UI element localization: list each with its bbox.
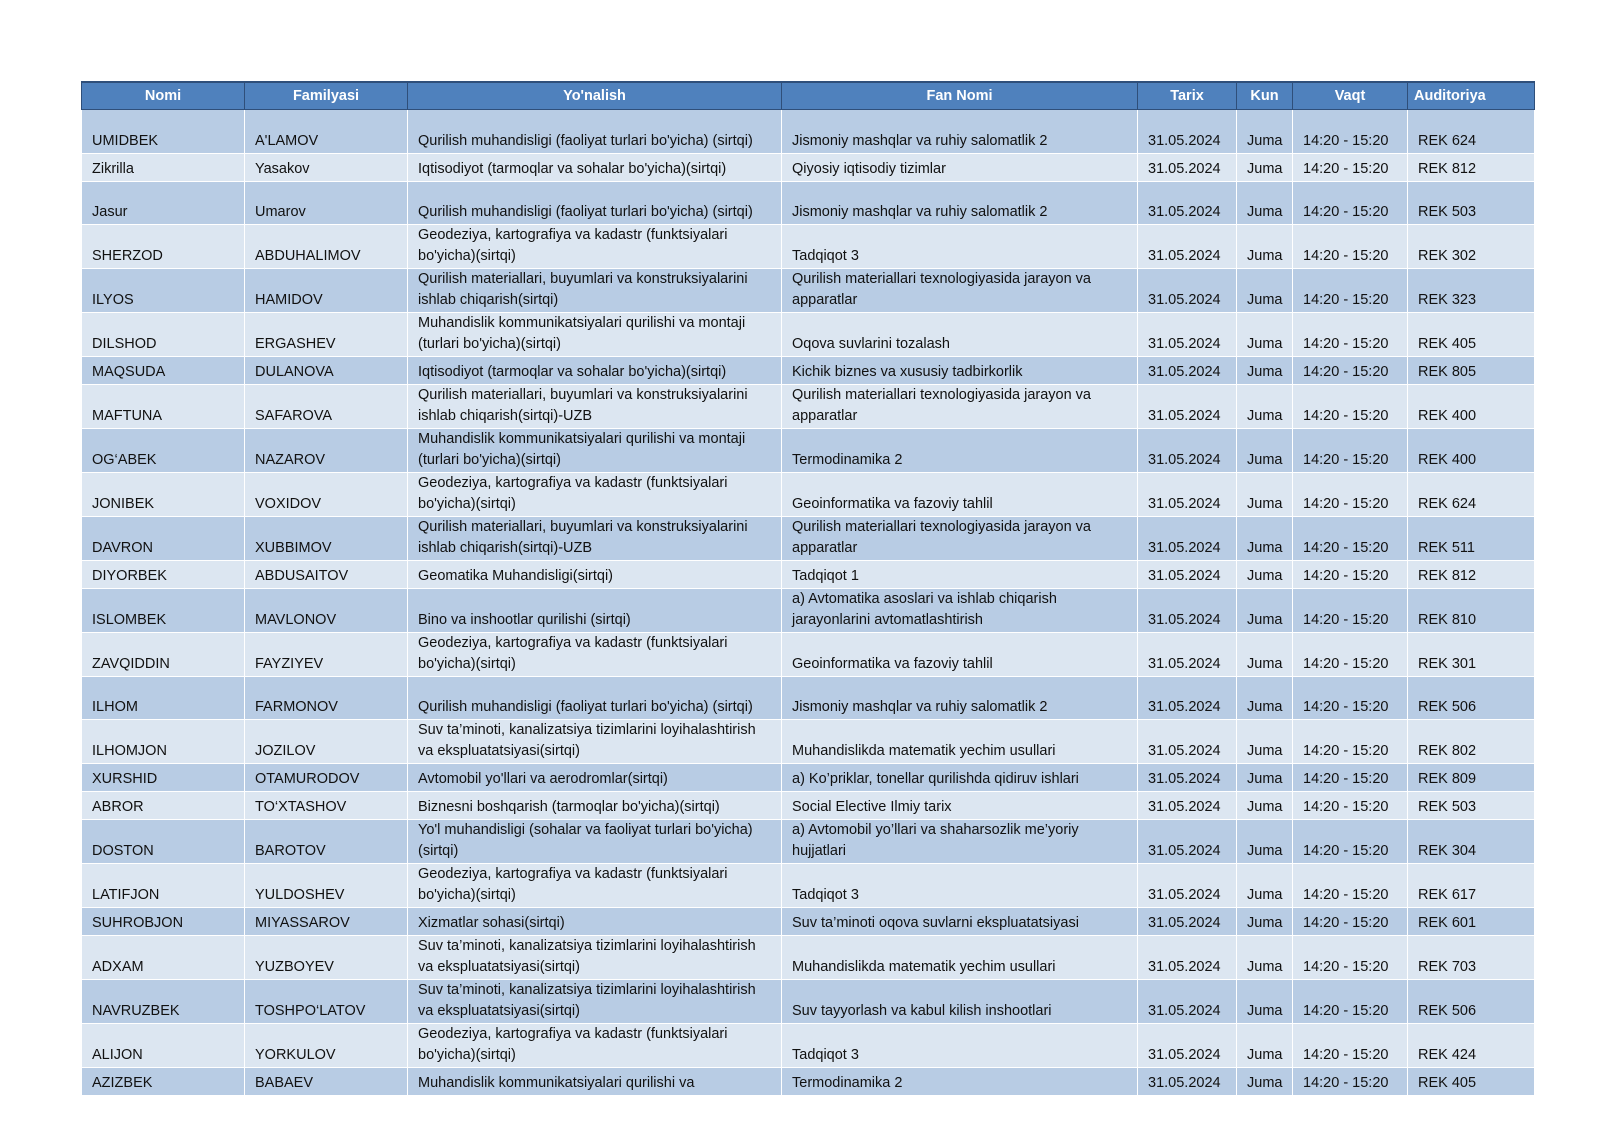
- cell-kun[interactable]: Juma: [1237, 473, 1293, 517]
- cell-vaqt[interactable]: 14:20 - 15:20: [1293, 110, 1408, 154]
- cell-familyasi[interactable]: ABDUHALIMOV: [245, 225, 408, 269]
- cell-vaqt[interactable]: 14:20 - 15:20: [1293, 1024, 1408, 1068]
- cell-fan-nomi[interactable]: Jismoniy mashqlar va ruhiy salomatlik 2: [782, 182, 1138, 225]
- cell-fan-nomi[interactable]: Jismoniy mashqlar va ruhiy salomatlik 2: [782, 677, 1138, 720]
- cell-nomi[interactable]: ILHOMJON: [82, 720, 245, 764]
- cell-nomi[interactable]: OG‘ABEK: [82, 429, 245, 473]
- cell-tarix[interactable]: 31.05.2024: [1138, 908, 1237, 936]
- cell-kun[interactable]: Juma: [1237, 980, 1293, 1024]
- table-row[interactable]: [82, 864, 1535, 908]
- cell-nomi[interactable]: ILHOM: [82, 677, 245, 720]
- cell-tarix[interactable]: 31.05.2024: [1138, 110, 1237, 154]
- cell-yonalish[interactable]: Qurilish materiallari, buyumlari va konstruksiyalarini ishlab chiqarish(sirtqi)-UZB: [408, 517, 782, 561]
- cell-auditoriya[interactable]: REK 624: [1408, 473, 1535, 517]
- cell-familyasi[interactable]: MAVLONOV: [245, 589, 408, 633]
- cell-auditoriya[interactable]: REK 503: [1408, 792, 1535, 820]
- cell-kun[interactable]: Juma: [1237, 429, 1293, 473]
- cell-vaqt[interactable]: 14:20 - 15:20: [1293, 936, 1408, 980]
- table-row[interactable]: [82, 908, 1535, 936]
- cell-vaqt[interactable]: 14:20 - 15:20: [1293, 357, 1408, 385]
- cell-fan-nomi[interactable]: Termodinamika 2: [782, 429, 1138, 473]
- cell-vaqt[interactable]: 14:20 - 15:20: [1293, 561, 1408, 589]
- cell-yonalish[interactable]: Yo'l muhandisligi (sohalar va faoliyat turlari bo'yicha)(sirtqi): [408, 820, 782, 864]
- cell-vaqt[interactable]: 14:20 - 15:20: [1293, 182, 1408, 225]
- cell-yonalish[interactable]: Suv ta’minoti, kanalizatsiya tizimlarini loyihalashtirish va ekspluatatsiyasi(sirtqi): [408, 720, 782, 764]
- cell-nomi[interactable]: MAFTUNA: [82, 385, 245, 429]
- cell-tarix[interactable]: 31.05.2024: [1138, 633, 1237, 677]
- cell-kun[interactable]: Juma: [1237, 820, 1293, 864]
- cell-nomi[interactable]: DAVRON: [82, 517, 245, 561]
- cell-fan-nomi[interactable]: Suv ta’minoti oqova suvlarni ekspluatatsiyasi: [782, 908, 1138, 936]
- cell-auditoriya[interactable]: REK 810: [1408, 589, 1535, 633]
- cell-nomi[interactable]: AZIZBEK: [82, 1068, 245, 1096]
- cell-kun[interactable]: Juma: [1237, 385, 1293, 429]
- column-header-yonalish[interactable]: Yo'nalish: [408, 82, 782, 110]
- cell-vaqt[interactable]: 14:20 - 15:20: [1293, 1068, 1408, 1096]
- cell-vaqt[interactable]: 14:20 - 15:20: [1293, 908, 1408, 936]
- cell-fan-nomi[interactable]: Geoinformatika va fazoviy tahlil: [782, 633, 1138, 677]
- cell-tarix[interactable]: 31.05.2024: [1138, 936, 1237, 980]
- table-row[interactable]: [82, 764, 1535, 792]
- cell-familyasi[interactable]: YULDOSHEV: [245, 864, 408, 908]
- cell-fan-nomi[interactable]: Tadqiqot 1: [782, 561, 1138, 589]
- cell-auditoriya[interactable]: REK 424: [1408, 1024, 1535, 1068]
- table-row[interactable]: [82, 1024, 1535, 1068]
- cell-fan-nomi[interactable]: Qurilish materiallari texnologiyasida jarayon va apparatlar: [782, 517, 1138, 561]
- cell-tarix[interactable]: 31.05.2024: [1138, 313, 1237, 357]
- table-row[interactable]: [82, 154, 1535, 182]
- cell-kun[interactable]: Juma: [1237, 110, 1293, 154]
- cell-yonalish[interactable]: Geodeziya, kartografiya va kadastr (funktsiyalari bo'yicha)(sirtqi): [408, 473, 782, 517]
- cell-auditoriya[interactable]: REK 503: [1408, 182, 1535, 225]
- cell-yonalish[interactable]: Biznesni boshqarish (tarmoqlar bo'yicha)(sirtqi): [408, 792, 782, 820]
- table-row[interactable]: [82, 313, 1535, 357]
- column-header-familyasi[interactable]: Familyasi: [245, 82, 408, 110]
- cell-vaqt[interactable]: 14:20 - 15:20: [1293, 517, 1408, 561]
- cell-kun[interactable]: Juma: [1237, 1024, 1293, 1068]
- cell-nomi[interactable]: SHERZOD: [82, 225, 245, 269]
- cell-vaqt[interactable]: 14:20 - 15:20: [1293, 313, 1408, 357]
- cell-familyasi[interactable]: OTAMURODOV: [245, 764, 408, 792]
- cell-auditoriya[interactable]: REK 302: [1408, 225, 1535, 269]
- cell-yonalish[interactable]: Geodeziya, kartografiya va kadastr (funktsiyalari bo'yicha)(sirtqi): [408, 633, 782, 677]
- cell-yonalish[interactable]: Suv ta’minoti, kanalizatsiya tizimlarini loyihalashtirish va ekspluatatsiyasi(sirtqi): [408, 980, 782, 1024]
- cell-fan-nomi[interactable]: Tadqiqot 3: [782, 1024, 1138, 1068]
- cell-fan-nomi[interactable]: Qiyosiy iqtisodiy tizimlar: [782, 154, 1138, 182]
- column-header-vaqt[interactable]: Vaqt: [1293, 82, 1408, 110]
- cell-familyasi[interactable]: VOXIDOV: [245, 473, 408, 517]
- cell-yonalish[interactable]: Geodeziya, kartografiya va kadastr (funktsiyalari bo'yicha)(sirtqi): [408, 225, 782, 269]
- cell-kun[interactable]: Juma: [1237, 589, 1293, 633]
- cell-yonalish[interactable]: Bino va inshootlar qurilishi (sirtqi): [408, 589, 782, 633]
- cell-vaqt[interactable]: 14:20 - 15:20: [1293, 269, 1408, 313]
- cell-yonalish[interactable]: Qurilish muhandisligi (faoliyat turlari bo'yicha) (sirtqi): [408, 110, 782, 154]
- cell-fan-nomi[interactable]: Suv tayyorlash va kabul kilish inshootlari: [782, 980, 1138, 1024]
- table-row[interactable]: [82, 182, 1535, 225]
- cell-familyasi[interactable]: SAFAROVA: [245, 385, 408, 429]
- table-row[interactable]: [82, 820, 1535, 864]
- table-row[interactable]: [82, 357, 1535, 385]
- cell-auditoriya[interactable]: REK 405: [1408, 313, 1535, 357]
- table-row[interactable]: [82, 225, 1535, 269]
- column-header-auditoriya[interactable]: Auditoriya: [1408, 82, 1535, 110]
- cell-familyasi[interactable]: MIYASSAROV: [245, 908, 408, 936]
- cell-auditoriya[interactable]: REK 301: [1408, 633, 1535, 677]
- cell-yonalish[interactable]: Iqtisodiyot (tarmoqlar va sohalar bo'yicha)(sirtqi): [408, 357, 782, 385]
- cell-auditoriya[interactable]: REK 506: [1408, 980, 1535, 1024]
- cell-vaqt[interactable]: 14:20 - 15:20: [1293, 720, 1408, 764]
- cell-nomi[interactable]: ILYOS: [82, 269, 245, 313]
- cell-familyasi[interactable]: A'LAMOV: [245, 110, 408, 154]
- cell-yonalish[interactable]: Suv ta’minoti, kanalizatsiya tizimlarini loyihalashtirish va ekspluatatsiyasi(sirtqi): [408, 936, 782, 980]
- cell-kun[interactable]: Juma: [1237, 677, 1293, 720]
- table-header-row: [82, 82, 1535, 110]
- cell-vaqt[interactable]: 14:20 - 15:20: [1293, 589, 1408, 633]
- cell-kun[interactable]: Juma: [1237, 225, 1293, 269]
- column-header-nomi[interactable]: Nomi: [82, 82, 245, 110]
- cell-yonalish[interactable]: Muhandislik kommunikatsiyalari qurilishi va montaji (turlari bo'yicha)(sirtqi): [408, 429, 782, 473]
- cell-nomi[interactable]: DILSHOD: [82, 313, 245, 357]
- cell-kun[interactable]: Juma: [1237, 908, 1293, 936]
- cell-tarix[interactable]: 31.05.2024: [1138, 269, 1237, 313]
- cell-yonalish[interactable]: Iqtisodiyot (tarmoqlar va sohalar bo'yicha)(sirtqi): [408, 154, 782, 182]
- cell-tarix[interactable]: 31.05.2024: [1138, 429, 1237, 473]
- cell-familyasi[interactable]: TOSHPO‘LATOV: [245, 980, 408, 1024]
- cell-familyasi[interactable]: Umarov: [245, 182, 408, 225]
- cell-kun[interactable]: Juma: [1237, 182, 1293, 225]
- cell-tarix[interactable]: 31.05.2024: [1138, 764, 1237, 792]
- exam-schedule-table: [81, 81, 1535, 1096]
- cell-auditoriya[interactable]: REK 405: [1408, 1068, 1535, 1096]
- table-row[interactable]: [82, 589, 1535, 633]
- cell-auditoriya[interactable]: REK 400: [1408, 429, 1535, 473]
- cell-yonalish[interactable]: Xizmatlar sohasi(sirtqi): [408, 908, 782, 936]
- cell-familyasi[interactable]: Yasakov: [245, 154, 408, 182]
- cell-nomi[interactable]: ALIJON: [82, 1024, 245, 1068]
- cell-nomi[interactable]: ZAVQIDDIN: [82, 633, 245, 677]
- cell-familyasi[interactable]: JOZILOV: [245, 720, 408, 764]
- cell-auditoriya[interactable]: REK 805: [1408, 357, 1535, 385]
- cell-yonalish[interactable]: Qurilish materiallari, buyumlari va konstruksiyalarini ishlab chiqarish(sirtqi)-UZB: [408, 385, 782, 429]
- cell-yonalish[interactable]: Geodeziya, kartografiya va kadastr (funktsiyalari bo'yicha)(sirtqi): [408, 864, 782, 908]
- cell-kun[interactable]: Juma: [1237, 561, 1293, 589]
- cell-familyasi[interactable]: BABAEV: [245, 1068, 408, 1096]
- cell-familyasi[interactable]: FARMONOV: [245, 677, 408, 720]
- table-row[interactable]: [82, 677, 1535, 720]
- table-row[interactable]: [82, 720, 1535, 764]
- table-row[interactable]: [82, 517, 1535, 561]
- cell-familyasi[interactable]: DULANOVA: [245, 357, 408, 385]
- cell-fan-nomi[interactable]: Muhandislikda matematik yechim usullari: [782, 720, 1138, 764]
- cell-fan-nomi[interactable]: a) Avtomatika asoslari va ishlab chiqarish jarayonlarini avtomatlashtirish: [782, 589, 1138, 633]
- table-row[interactable]: [82, 385, 1535, 429]
- cell-tarix[interactable]: 31.05.2024: [1138, 182, 1237, 225]
- column-header-tarix[interactable]: Tarix: [1138, 82, 1237, 110]
- cell-familyasi[interactable]: ABDUSAITOV: [245, 561, 408, 589]
- cell-auditoriya[interactable]: REK 812: [1408, 154, 1535, 182]
- column-header-fan-nomi[interactable]: Fan Nomi: [782, 82, 1138, 110]
- cell-auditoriya[interactable]: REK 624: [1408, 110, 1535, 154]
- cell-nomi[interactable]: ADXAM: [82, 936, 245, 980]
- cell-fan-nomi[interactable]: Termodinamika 2: [782, 1068, 1138, 1096]
- cell-yonalish[interactable]: Muhandislik kommunikatsiyalari qurilishi va montaji (turlari bo'yicha)(sirtqi): [408, 313, 782, 357]
- cell-fan-nomi[interactable]: Qurilish materiallari texnologiyasida jarayon va apparatlar: [782, 269, 1138, 313]
- cell-tarix[interactable]: 31.05.2024: [1138, 980, 1237, 1024]
- table-row[interactable]: [82, 269, 1535, 313]
- cell-kun[interactable]: Juma: [1237, 154, 1293, 182]
- cell-kun[interactable]: Juma: [1237, 720, 1293, 764]
- table-row[interactable]: [82, 936, 1535, 980]
- cell-tarix[interactable]: 31.05.2024: [1138, 1024, 1237, 1068]
- cell-tarix[interactable]: 31.05.2024: [1138, 517, 1237, 561]
- cell-tarix[interactable]: 31.05.2024: [1138, 589, 1237, 633]
- cell-kun[interactable]: Juma: [1237, 864, 1293, 908]
- cell-nomi[interactable]: ISLOMBEK: [82, 589, 245, 633]
- cell-familyasi[interactable]: TO‘XTASHOV: [245, 792, 408, 820]
- cell-vaqt[interactable]: 14:20 - 15:20: [1293, 864, 1408, 908]
- table-row[interactable]: [82, 473, 1535, 517]
- column-header-kun[interactable]: Kun: [1237, 82, 1293, 110]
- cell-auditoriya[interactable]: REK 617: [1408, 864, 1535, 908]
- table-row[interactable]: [82, 792, 1535, 820]
- cell-tarix[interactable]: 31.05.2024: [1138, 473, 1237, 517]
- table-row[interactable]: [82, 429, 1535, 473]
- cell-familyasi[interactable]: XUBBIMOV: [245, 517, 408, 561]
- cell-tarix[interactable]: 31.05.2024: [1138, 820, 1237, 864]
- cell-nomi[interactable]: SUHROBJON: [82, 908, 245, 936]
- cell-auditoriya[interactable]: REK 601: [1408, 908, 1535, 936]
- cell-fan-nomi[interactable]: Social Elective Ilmiy tarix: [782, 792, 1138, 820]
- table-row[interactable]: [82, 980, 1535, 1024]
- cell-vaqt[interactable]: 14:20 - 15:20: [1293, 764, 1408, 792]
- cell-tarix[interactable]: 31.05.2024: [1138, 385, 1237, 429]
- cell-kun[interactable]: Juma: [1237, 313, 1293, 357]
- cell-yonalish[interactable]: Geomatika Muhandisligi(sirtqi): [408, 561, 782, 589]
- cell-nomi[interactable]: JONIBEK: [82, 473, 245, 517]
- cell-familyasi[interactable]: ERGASHEV: [245, 313, 408, 357]
- cell-vaqt[interactable]: 14:20 - 15:20: [1293, 633, 1408, 677]
- cell-fan-nomi[interactable]: Qurilish materiallari texnologiyasida jarayon va apparatlar: [782, 385, 1138, 429]
- cell-vaqt[interactable]: 14:20 - 15:20: [1293, 154, 1408, 182]
- cell-nomi[interactable]: Jasur: [82, 182, 245, 225]
- cell-vaqt[interactable]: 14:20 - 15:20: [1293, 429, 1408, 473]
- cell-auditoriya[interactable]: REK 809: [1408, 764, 1535, 792]
- cell-nomi[interactable]: NAVRUZBEK: [82, 980, 245, 1024]
- cell-vaqt[interactable]: 14:20 - 15:20: [1293, 385, 1408, 429]
- cell-kun[interactable]: Juma: [1237, 633, 1293, 677]
- cell-fan-nomi[interactable]: Muhandislikda matematik yechim usullari: [782, 936, 1138, 980]
- cell-tarix[interactable]: 31.05.2024: [1138, 154, 1237, 182]
- cell-auditoriya[interactable]: REK 802: [1408, 720, 1535, 764]
- cell-auditoriya[interactable]: REK 304: [1408, 820, 1535, 864]
- cell-fan-nomi[interactable]: Jismoniy mashqlar va ruhiy salomatlik 2: [782, 110, 1138, 154]
- cell-tarix[interactable]: 31.05.2024: [1138, 720, 1237, 764]
- table-row[interactable]: [82, 1068, 1535, 1096]
- cell-familyasi[interactable]: NAZAROV: [245, 429, 408, 473]
- cell-vaqt[interactable]: 14:20 - 15:20: [1293, 820, 1408, 864]
- cell-kun[interactable]: Juma: [1237, 269, 1293, 313]
- cell-vaqt[interactable]: 14:20 - 15:20: [1293, 980, 1408, 1024]
- cell-kun[interactable]: Juma: [1237, 764, 1293, 792]
- cell-fan-nomi[interactable]: Tadqiqot 3: [782, 864, 1138, 908]
- cell-fan-nomi[interactable]: Kichik biznes va xususiy tadbirkorlik: [782, 357, 1138, 385]
- cell-tarix[interactable]: 31.05.2024: [1138, 225, 1237, 269]
- cell-auditoriya[interactable]: REK 506: [1408, 677, 1535, 720]
- cell-auditoriya[interactable]: REK 400: [1408, 385, 1535, 429]
- cell-nomi[interactable]: DIYORBEK: [82, 561, 245, 589]
- cell-tarix[interactable]: 31.05.2024: [1138, 792, 1237, 820]
- cell-kun[interactable]: Juma: [1237, 357, 1293, 385]
- cell-vaqt[interactable]: 14:20 - 15:20: [1293, 225, 1408, 269]
- cell-kun[interactable]: Juma: [1237, 1068, 1293, 1096]
- table-row[interactable]: [82, 633, 1535, 677]
- cell-yonalish[interactable]: Qurilish muhandisligi (faoliyat turlari bo'yicha) (sirtqi): [408, 677, 782, 720]
- cell-auditoriya[interactable]: REK 511: [1408, 517, 1535, 561]
- cell-tarix[interactable]: 31.05.2024: [1138, 561, 1237, 589]
- cell-yonalish[interactable]: Avtomobil yo'llari va aerodromlar(sirtqi): [408, 764, 782, 792]
- cell-fan-nomi[interactable]: Tadqiqot 3: [782, 225, 1138, 269]
- table-body: [82, 110, 1535, 1096]
- cell-auditoriya[interactable]: REK 812: [1408, 561, 1535, 589]
- cell-fan-nomi[interactable]: a) Avtomobil yo’llari va shaharsozlik me’yoriy hujjatlari: [782, 820, 1138, 864]
- cell-nomi[interactable]: MAQSUDA: [82, 357, 245, 385]
- cell-yonalish[interactable]: Qurilish muhandisligi (faoliyat turlari bo'yicha) (sirtqi): [408, 182, 782, 225]
- cell-vaqt[interactable]: 14:20 - 15:20: [1293, 792, 1408, 820]
- cell-nomi[interactable]: ABROR: [82, 792, 245, 820]
- cell-familyasi[interactable]: FAYZIYEV: [245, 633, 408, 677]
- cell-fan-nomi[interactable]: a) Ko’priklar, tonellar qurilishda qidiruv ishlari: [782, 764, 1138, 792]
- cell-kun[interactable]: Juma: [1237, 792, 1293, 820]
- cell-tarix[interactable]: 31.05.2024: [1138, 677, 1237, 720]
- cell-yonalish[interactable]: Muhandislik kommunikatsiyalari qurilishi va: [408, 1068, 782, 1096]
- schedule-sheet: [81, 81, 1534, 1096]
- cell-yonalish[interactable]: Qurilish materiallari, buyumlari va konstruksiyalarini ishlab chiqarish(sirtqi): [408, 269, 782, 313]
- cell-tarix[interactable]: 31.05.2024: [1138, 357, 1237, 385]
- cell-auditoriya[interactable]: REK 703: [1408, 936, 1535, 980]
- cell-fan-nomi[interactable]: Geoinformatika va fazoviy tahlil: [782, 473, 1138, 517]
- cell-vaqt[interactable]: 14:20 - 15:20: [1293, 677, 1408, 720]
- table-row[interactable]: [82, 110, 1535, 154]
- cell-kun[interactable]: Juma: [1237, 517, 1293, 561]
- cell-nomi[interactable]: DOSTON: [82, 820, 245, 864]
- cell-tarix[interactable]: 31.05.2024: [1138, 1068, 1237, 1096]
- cell-nomi[interactable]: LATIFJON: [82, 864, 245, 908]
- cell-auditoriya[interactable]: REK 323: [1408, 269, 1535, 313]
- cell-kun[interactable]: Juma: [1237, 936, 1293, 980]
- table-row[interactable]: [82, 561, 1535, 589]
- cell-familyasi[interactable]: HAMIDOV: [245, 269, 408, 313]
- cell-nomi[interactable]: UMIDBEK: [82, 110, 245, 154]
- cell-nomi[interactable]: XURSHID: [82, 764, 245, 792]
- cell-familyasi[interactable]: YORKULOV: [245, 1024, 408, 1068]
- cell-familyasi[interactable]: BAROTOV: [245, 820, 408, 864]
- cell-fan-nomi[interactable]: Oqova suvlarini tozalash: [782, 313, 1138, 357]
- cell-nomi[interactable]: Zikrilla: [82, 154, 245, 182]
- cell-tarix[interactable]: 31.05.2024: [1138, 864, 1237, 908]
- cell-vaqt[interactable]: 14:20 - 15:20: [1293, 473, 1408, 517]
- cell-familyasi[interactable]: YUZBOYEV: [245, 936, 408, 980]
- cell-yonalish[interactable]: Geodeziya, kartografiya va kadastr (funktsiyalari bo'yicha)(sirtqi): [408, 1024, 782, 1068]
